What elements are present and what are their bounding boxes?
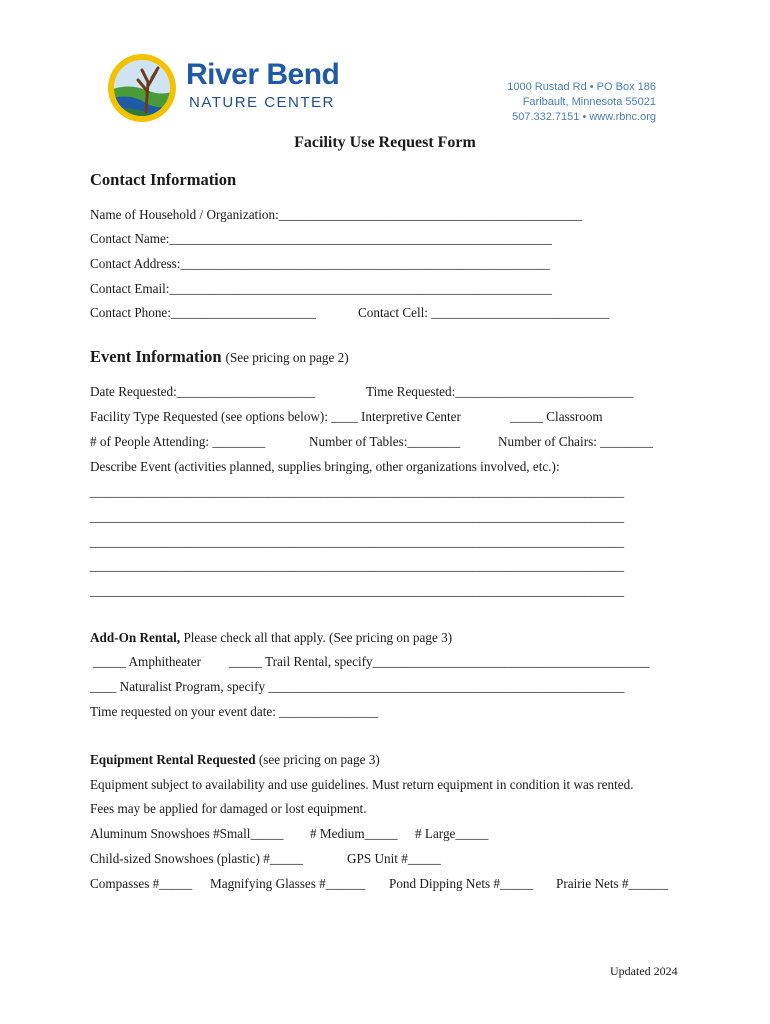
gps-unit-field[interactable]: GPS Unit #_____ [347,851,441,866]
addon-heading [90,630,452,646]
snowshoes-large-field[interactable]: # Large_____ [415,826,489,841]
describe-line[interactable]: _________________________________________________________________________________ [90,534,625,549]
compasses-field[interactable]: Compasses #_____ [90,876,193,891]
address-line: Faribault, Minnesota 55021 [522,96,656,108]
people-attending-field[interactable]: # of People Attending: ________ [90,434,266,449]
describe-line[interactable]: _________________________________________________________________________________ [90,509,625,524]
contact-heading: Contact Information [90,170,237,189]
contact-phone-field[interactable]: Contact Phone:______________________ [90,305,317,320]
logo-emblem-icon [106,52,178,124]
time-requested-field[interactable]: Time Requested:___________________________ [366,384,634,399]
prairie-nets-field[interactable]: Prairie Nets #______ [556,876,669,891]
describe-line[interactable]: _________________________________________________________________________________ [90,583,625,598]
equipment-subject-text: Equipment subject to availability and use guidelines. Must return equipment in condition it was rented. [90,777,634,792]
date-requested-field[interactable]: Date Requested:_____________________ [90,384,316,399]
magnifying-glasses-field[interactable]: Magnifying Glasses #______ [210,876,366,891]
describe-line[interactable]: _________________________________________________________________________________ [90,484,625,499]
time-requested-event-field[interactable]: Time requested on your event date: _______________ [90,704,379,719]
logo [106,52,178,124]
event-heading [90,347,349,367]
contact-address-field[interactable]: Contact Address:________________________________________________________ [90,256,550,271]
household-field[interactable]: Name of Household / Organization:______________________________________________ [90,207,583,222]
logo-subtitle: NATURE CENTER [189,94,335,111]
contact-cell-field[interactable]: Contact Cell: ___________________________ [358,305,610,320]
naturalist-program-option[interactable]: ____ Naturalist Program, specify ______________________________________________________ [90,679,625,694]
classroom-option[interactable]: _____ Classroom [510,409,603,424]
equipment-heading [90,752,380,768]
number-chairs-field[interactable]: Number of Chairs: ________ [498,434,653,449]
contact-name-field[interactable]: Contact Name:__________________________________________________________ [90,231,552,246]
address-line: 507.332.7151 • www.rbnc.org [512,111,656,123]
equipment-fees-text: Fees may be applied for damaged or lost equipment. [90,801,367,816]
contact-email-field[interactable]: Contact Email:__________________________________________________________ [90,281,552,296]
amphitheater-option[interactable]: _____ Amphitheater [93,654,202,669]
describe-event-label: Describe Event (activities planned, supplies bringing, other organizations involved, etc.): [90,459,560,474]
logo-name: River Bend [186,58,340,91]
event-heading-note: (See pricing on page 2) [225,350,349,365]
describe-line[interactable]: _________________________________________________________________________________ [90,558,625,573]
event-heading-text: Event Information [90,347,222,366]
trail-rental-option[interactable]: _____ Trail Rental, specify__________________________________________ [229,654,650,669]
equipment-heading-bold: Equipment Rental Requested [90,752,256,767]
equipment-heading-rest: (see pricing on page 3) [255,752,380,767]
number-tables-field[interactable]: Number of Tables:________ [309,434,461,449]
child-snowshoes-field[interactable]: Child-sized Snowshoes (plastic) #_____ [90,851,303,866]
addon-heading-rest: Please check all that apply. (See pricing on page 3) [180,630,453,645]
snowshoes-small-field[interactable]: Aluminum Snowshoes #Small_____ [90,826,284,841]
address-line: 1000 Rustad Rd • PO Box 186 [507,81,656,93]
addon-heading-bold: Add-On Rental, [90,630,181,645]
facility-type-field[interactable]: Facility Type Requested (see options below): ____ Interpretive Center [90,409,461,424]
updated-label: Updated 2024 [610,964,678,978]
form-title: Facility Use Request Form [294,134,476,151]
pond-nets-field[interactable]: Pond Dipping Nets #_____ [389,876,533,891]
snowshoes-medium-field[interactable]: # Medium_____ [310,826,398,841]
address-block [507,80,656,125]
